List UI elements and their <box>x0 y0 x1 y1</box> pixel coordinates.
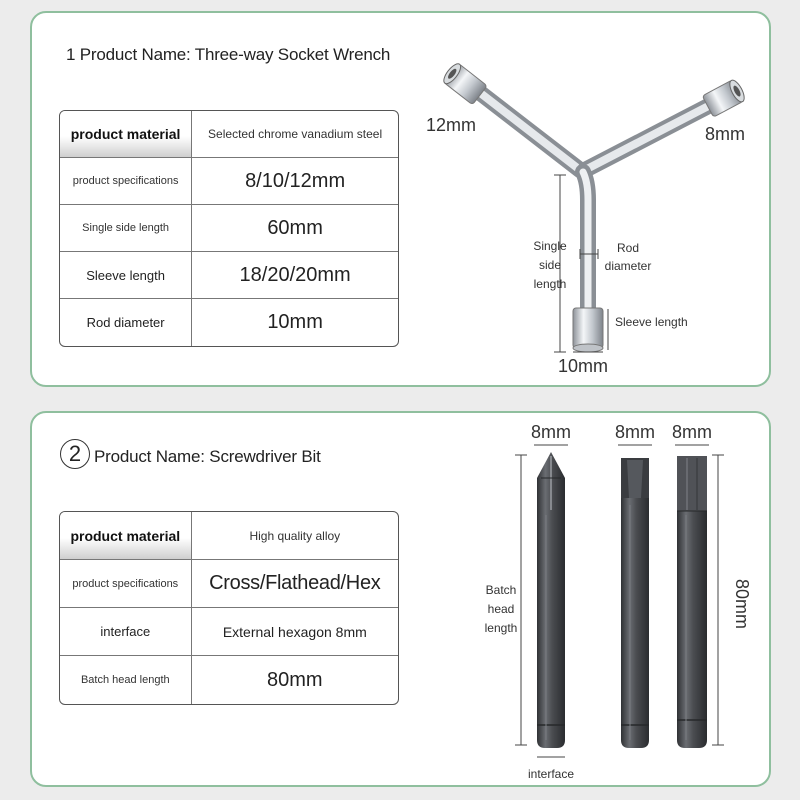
wrench-illustration <box>426 61 747 376</box>
spec-value: 80mm <box>267 668 323 691</box>
spec-key: Single side length <box>60 205 192 252</box>
sleeve-length-label: Sleeve length <box>615 315 688 329</box>
rod-diameter-label: diameter <box>604 259 652 273</box>
wrench-12mm-label: 12mm <box>426 115 477 135</box>
spec-value: 60mm <box>192 205 398 252</box>
batch-head-length-label: length <box>484 621 518 635</box>
spec-key: product specifications <box>60 158 192 205</box>
single-side-label: length <box>533 277 567 291</box>
batch-head-length-label: head <box>487 602 515 616</box>
spec-value: High quality alloy <box>192 512 398 560</box>
interface-label: interface <box>527 767 575 781</box>
spec-value: 8/10/12mm <box>192 158 398 205</box>
bits-illustration <box>485 422 752 781</box>
bit-width-label: 8mm <box>531 422 571 442</box>
spec-value: Cross/Flathead/Hex <box>192 560 398 608</box>
spec-value: Selected chrome vanadium steel <box>192 111 398 158</box>
spec-key: Batch head length <box>60 656 192 704</box>
single-side-label: side <box>538 258 562 272</box>
spec-key: Rod diameter <box>60 299 192 346</box>
wrench-8mm-label: 8mm <box>705 124 745 144</box>
section2-number: 2 <box>60 439 90 469</box>
bit-80mm-label: 80mm <box>732 578 752 630</box>
spec-key: Sleeve length <box>60 252 192 299</box>
spec-value: 10mm <box>267 311 323 333</box>
section1-title: 1 Product Name: Three-way Socket Wrench <box>66 45 391 64</box>
single-side-label: Single <box>533 239 567 253</box>
spec-key: product material <box>60 512 192 560</box>
spec-key: product specifications <box>60 560 192 608</box>
spec-key: interface <box>60 608 192 656</box>
bit-width-label: 8mm <box>672 422 712 442</box>
batch-head-length-label: Batch <box>485 583 517 597</box>
bit-width-label: 8mm <box>615 422 655 442</box>
spec-value: External hexagon 8mm <box>192 608 398 656</box>
wrench-10mm-label: 10mm <box>558 356 609 376</box>
spec-value: 18/20/20mm <box>192 252 398 299</box>
section2-title: Product Name: Screwdriver Bit <box>94 447 321 466</box>
rod-diameter-label: Rod <box>616 241 640 255</box>
spec-key: product material <box>60 111 192 158</box>
